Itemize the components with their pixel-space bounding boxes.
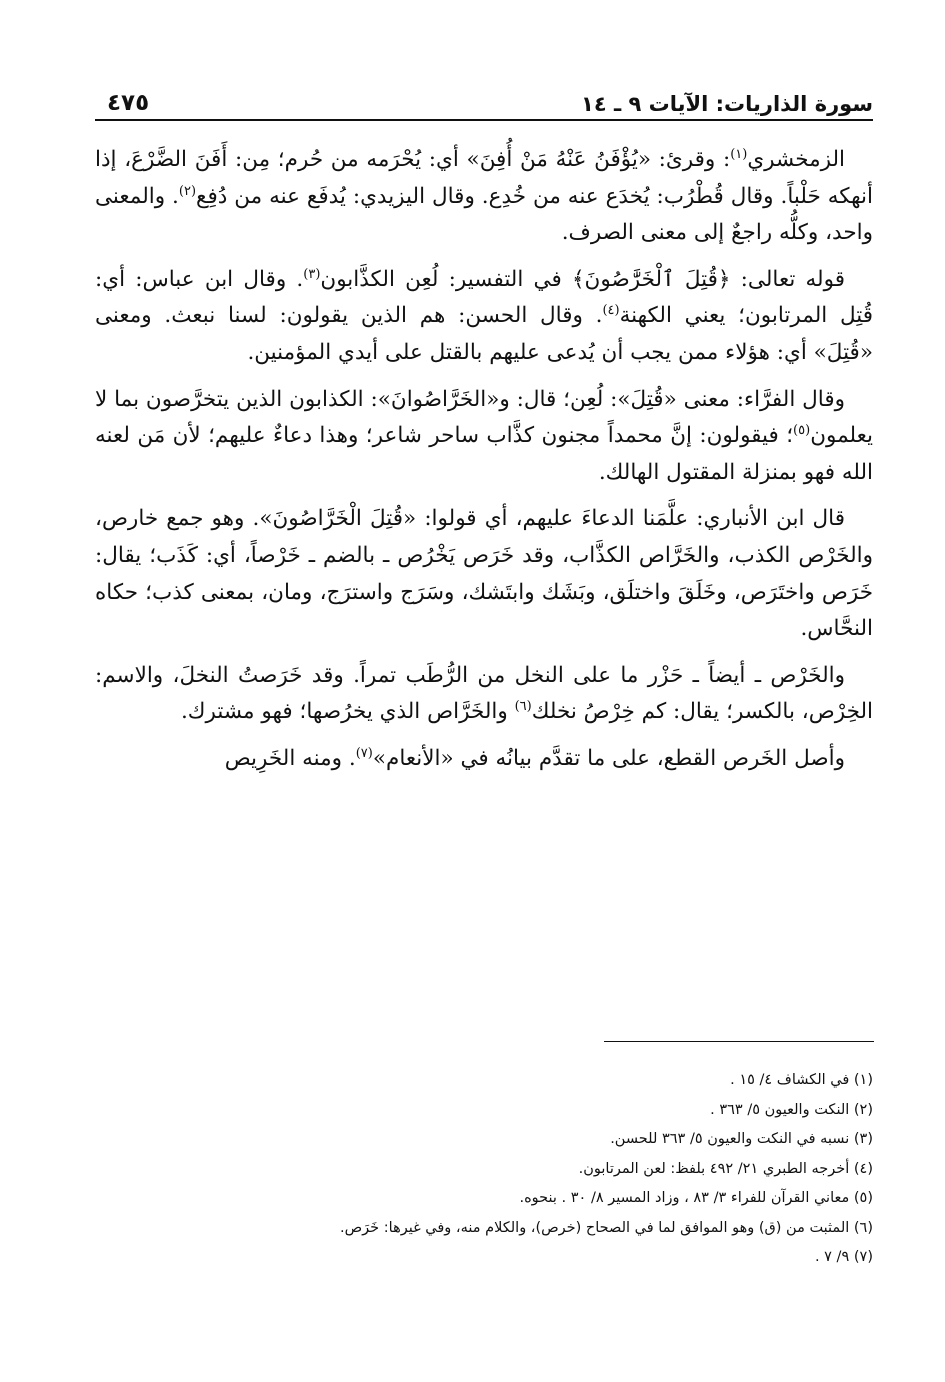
text-run: : وقرئ: «يُؤْفَنُ عَنْهُ مَنْ أُفِنَ» أي: يُحْرَمه من حُرم؛ مِن: أَفَنَ الضَّرْعَ، إذا أنهكه حَلْباً. وقال قُطْرُب: يُخدَع عنه من خُدِع. وقال اليزيدي: يُدفَع عنه من دُفِع [95, 147, 873, 209]
footnote: (٦) المثبت من (ق) وهو الموافق لما في الصحاح (خرص)، والكلام منه، وفي غيرها: خَرَص. [340, 1219, 873, 1236]
text-run: والخَرَّاص الذي يخرُصها؛ فهو مشترك. [180, 699, 515, 725]
footnote: (٧) ٩/ ٧ . [814, 1249, 873, 1265]
paragraph [95, 741, 873, 778]
paragraph [95, 382, 873, 492]
footnote-ref: (٤) [602, 303, 620, 319]
footnote-ref: (٢) [178, 183, 197, 199]
footnote-separator [604, 1041, 874, 1042]
text-run: قال ابن الأنباري: علَّمَنا الدعاءَ عليهم، أي قولوا: «قُتِلَ الْخَرَّاصُونَ». وهو جمع خارص، والخَرْص الكذب، والخَرَّاص الكذَّاب، وقد خَرَص يَخْرُص ـ بالضم ـ خَرْصاً، أي: كَذَب؛ يقال: خَرَص واختَرَص، وخَلَقَ واختلَق، وبَشَك وابتَشك، وسَرَج واسترَج، ومان، بمعنى كذب؛ حكاه النحَّاس. [95, 506, 873, 642]
footnote: (٢) النكت والعيون ٥/ ٣٦٣ . [710, 1101, 873, 1118]
text-run: . وقال الحسن: هم الذين يقولون: لسنا نبعث. ومعنى «قُتِلَ» أي: هؤلاء ممن يجب أن يُدعى عليهم بالقتل على أيدي المؤمنين. [95, 303, 873, 365]
footnotes [95, 1066, 873, 1273]
footnote: (٣) نسبه في النكت والعيون ٥/ ٣٦٣ للحسن. [610, 1131, 873, 1147]
text-run: . والمعنى واحد، وكلُّه راجعٌ إلى معنى الصرف. [95, 183, 873, 246]
text-run: وقال الفرَّاء: معنى «قُتِلَ»: لُعِن؛ قال: و«الخَرَّاصُوانَ»: الكذابون الذين يتخرَّصون بما لا يعلمون [95, 386, 873, 449]
footnote-ref: (٥) [793, 423, 811, 438]
paragraph [95, 658, 873, 731]
running-header-title: سورة الذاريات: الآيات ٩ ـ ١٤ [581, 92, 873, 116]
paragraph [95, 501, 873, 647]
footnote-ref: (٣) [303, 266, 321, 282]
text-run: قوله تعالى: ﴿قُتِلَ ٱلْخَرَّٰصُونَ﴾ في التفسير: لُعِن الكذَّابون [320, 266, 845, 292]
footnote: (٤) أخرجه الطبري ٢١/ ٤٩٢ بلفظ: لعن المرتابون. [578, 1160, 873, 1177]
page-number: ٤٧٥ [107, 90, 150, 116]
text-run: الزمخشري [747, 147, 845, 172]
running-header [95, 76, 873, 116]
text-run: وأصل الخَرص القطع، على ما تقدَّم بيانُه في «الأنعام» [372, 745, 845, 771]
footnote: (٥) معاني القرآن للفراء ٣/ ٨٣ ، وزاد المسير ٨/ ٣٠ . بنحوه. [519, 1190, 873, 1206]
paragraph [95, 142, 873, 252]
footnote-ref: (١) [730, 146, 748, 162]
header-rule [95, 119, 873, 121]
footnote-ref: (٦) [514, 699, 532, 715]
paragraph [95, 262, 873, 372]
footnote: (١) في الكشاف ٤/ ١٥ . [730, 1072, 873, 1088]
footnote-ref: (٧) [355, 745, 373, 761]
text-run: والخَرْص ـ أيضاً ـ حَزْر ما على النخل من الرُّطَب تمراً. وقد خَرَصتُ النخلَ، والاسم: الخِرْص، بالكسر؛ يقال: كم خِرْصُ نخلك [95, 662, 873, 725]
text-run: ؛ فيقولون: إنَّ محمداً مجنون كذَّاب ساحر شاعر؛ وهذا دعاءٌ عليهم؛ لأن مَن لعنه الله فهو بمنزلة المقتول الهالك. [95, 423, 873, 485]
text-run: . وقال ابن عباس: أي: قُتِل المرتابون؛ يعني الكهنة [95, 266, 874, 329]
main-text [95, 142, 873, 778]
text-run: . ومنه الخَرِيص [224, 745, 356, 771]
